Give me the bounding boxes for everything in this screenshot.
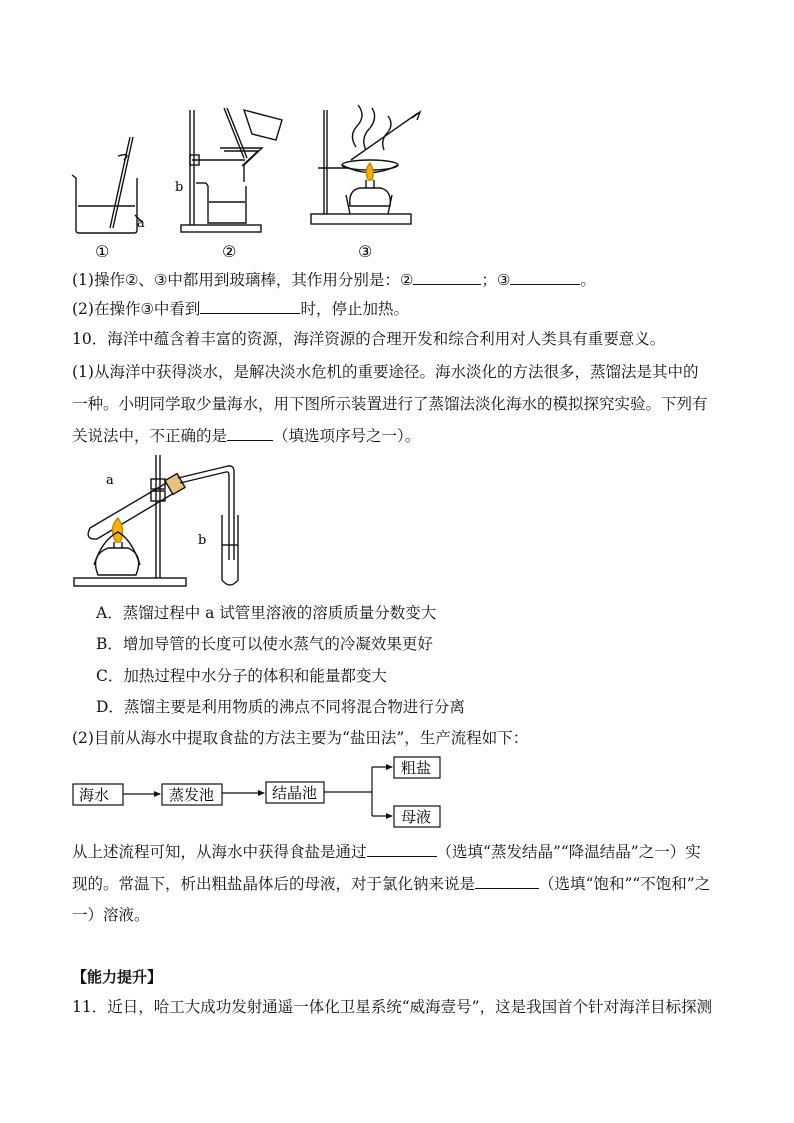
flow-label-crystallization: 结晶池 (272, 784, 318, 802)
q11-line1: 11．近日，哈工大成功发射通遥一体化卫星系统“威海壹号”，这是我国首个针对海洋目标探测 (72, 998, 713, 1016)
flow-label-evaporation: 蒸发池 (169, 786, 215, 804)
q10-p3-line1: 从上述流程可知，从海水中获得食盐是通过 （选填“蒸发结晶”“降温结晶”之一）实 (72, 843, 701, 861)
q10-option-b[interactable]: B．增加导管的长度可以使水蒸气的冷凝效果更好 (96, 635, 433, 653)
answer-blank-5[interactable] (367, 842, 437, 857)
flow-label-mother-liquor: 母液 (401, 808, 432, 826)
arrow-icon (386, 813, 393, 819)
arrow-icon (258, 790, 265, 796)
figure-label-3: ③ (358, 242, 373, 261)
label-a: a (137, 216, 145, 231)
flow-label-seawater: 海水 (79, 786, 110, 804)
flow-label-crude-salt: 粗盐 (401, 759, 432, 777)
q10-p1-line1: (1)从海洋中获得淡水，是解决淡水危机的重要途径。海水淡化的方法很多，蒸馏法是其中的 (72, 363, 699, 381)
distillation-label-b: b (198, 533, 207, 548)
q10-p1-line3: 关说法中，不正确的是 （填选项序号之一）。 (72, 427, 421, 445)
q10-p2: (2)目前从海水中提取食盐的方法主要为“盐田法”，生产流程如下： (72, 729, 529, 747)
q10-option-d[interactable]: D．蒸馏主要是利用物质的沸点不同将混合物进行分离 (96, 698, 465, 716)
q9-sub2: (2)在操作③中看到 时，停止加热。 (72, 300, 409, 318)
q10-p3-line2: 现的。常温下，析出粗盐晶体后的母液，对于氯化钠来说是 （选填“饱和”“不饱和”之 (72, 875, 711, 893)
q10-p1-line2: 一种。小明同学取少量海水，用下图所示装置进行了蒸馏法淡化海水的模拟探究实验。下列有 (72, 395, 708, 413)
answer-blank-6[interactable] (475, 874, 539, 889)
q10-option-a[interactable]: A．蒸馏过程中 a 试管里溶液的溶质质量分数变大 (96, 604, 437, 622)
figure-label-1: ① (95, 242, 110, 261)
section-title: 【能力提升】 (72, 968, 163, 986)
arrow-icon (386, 764, 393, 770)
distillation-label-a: a (106, 473, 114, 488)
q10-p3-line3: 一）溶液。 (72, 906, 150, 924)
figure-label-2: ② (222, 242, 237, 261)
q10-option-c[interactable]: C．加热过程中水分子的体积和能量都变大 (96, 667, 387, 685)
q9-sub1: (1)操作②、③中都用到玻璃棒，其作用分别是：② ；③ 。 (72, 271, 596, 289)
arrow-icon (154, 791, 161, 797)
label-b: b (175, 180, 184, 195)
q10-intro: 10．海洋中蕴含着丰富的资源，海洋资源的合理开发和综合利用对人类具有重要意义。 (72, 330, 666, 348)
